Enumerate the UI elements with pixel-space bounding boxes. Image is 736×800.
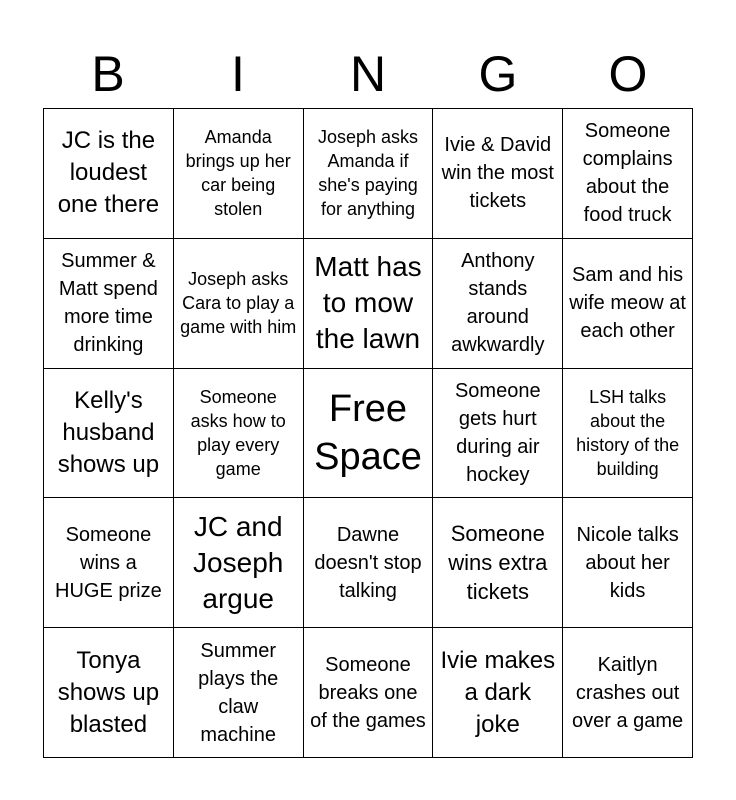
cell-text: Free Space (314, 387, 422, 478)
bingo-cell[interactable] (563, 369, 693, 499)
bingo-cell[interactable] (563, 239, 693, 369)
cell-text: Someone wins extra tickets (448, 521, 548, 605)
cell-text: Joseph asks Cara to play a game with him (180, 269, 297, 338)
bingo-grid (43, 108, 693, 758)
bingo-cell[interactable] (44, 628, 174, 758)
cell-text: Someone complains about the food truck (582, 120, 673, 227)
bingo-cell[interactable] (563, 498, 693, 628)
cell-text: Amanda brings up her car being stolen (185, 127, 291, 220)
bingo-cell[interactable] (433, 369, 563, 499)
cell-text: Summer plays the claw machine (198, 639, 279, 746)
bingo-cell[interactable] (174, 109, 304, 239)
bingo-cell[interactable] (174, 498, 304, 628)
bingo-cell[interactable] (563, 628, 693, 758)
bingo-cell[interactable] (44, 109, 174, 239)
bingo-cell[interactable] (44, 369, 174, 499)
bingo-cell[interactable] (433, 109, 563, 239)
bingo-cell[interactable] (433, 498, 563, 628)
cell-text: Ivie makes a dark joke (440, 646, 556, 738)
bingo-cell[interactable] (304, 239, 434, 369)
cell-text: Tonya shows up blasted (57, 646, 160, 738)
bingo-cell[interactable] (174, 369, 304, 499)
cell-text: Anthony stands around awkwardly (451, 250, 545, 357)
bingo-cell[interactable] (563, 109, 693, 239)
cell-text: Someone asks how to play every game (190, 386, 286, 479)
cell-text: Someone breaks one of the games (310, 653, 426, 732)
bingo-cell[interactable] (44, 239, 174, 369)
free-space-cell[interactable] (304, 369, 434, 499)
header-letter-g: G (478, 46, 518, 102)
bingo-cell[interactable] (304, 109, 434, 239)
bingo-header (43, 40, 693, 108)
cell-text: Matt has to mow the lawn (314, 251, 422, 355)
bingo-cell[interactable] (174, 628, 304, 758)
bingo-cell[interactable] (174, 239, 304, 369)
bingo-cell[interactable] (433, 628, 563, 758)
cell-text: Dawne doesn't stop talking (314, 523, 422, 602)
cell-text: Nicole talks about her kids (576, 523, 679, 602)
header-letter-b: B (91, 46, 125, 102)
bingo-cell[interactable] (304, 628, 434, 758)
header-letter-i: I (231, 46, 245, 102)
bingo-cell[interactable] (44, 498, 174, 628)
cell-text: Joseph asks Amanda if she's paying for anything (317, 127, 419, 220)
cell-text: Someone wins a HUGE prize (55, 523, 162, 602)
header-letter-n: N (349, 46, 387, 102)
cell-text: Kaitlyn crashes out over a game (572, 653, 684, 732)
bingo-cell[interactable] (304, 498, 434, 628)
header-letter-o: O (608, 46, 648, 102)
bingo-cell[interactable] (433, 239, 563, 369)
cell-text: LSH talks about the history of the building (576, 386, 680, 479)
cell-text: JC and Joseph argue (193, 510, 284, 614)
cell-text: Kelly's husband shows up (57, 386, 160, 478)
cell-text: JC is the loudest one there (57, 127, 160, 219)
cell-text: Someone gets hurt during air hockey (454, 379, 541, 486)
cell-text: Summer & Matt spend more time drinking (58, 250, 158, 357)
cell-text: Ivie & David win the most tickets (441, 134, 554, 213)
cell-text: Sam and his wife meow at each other (569, 264, 686, 343)
